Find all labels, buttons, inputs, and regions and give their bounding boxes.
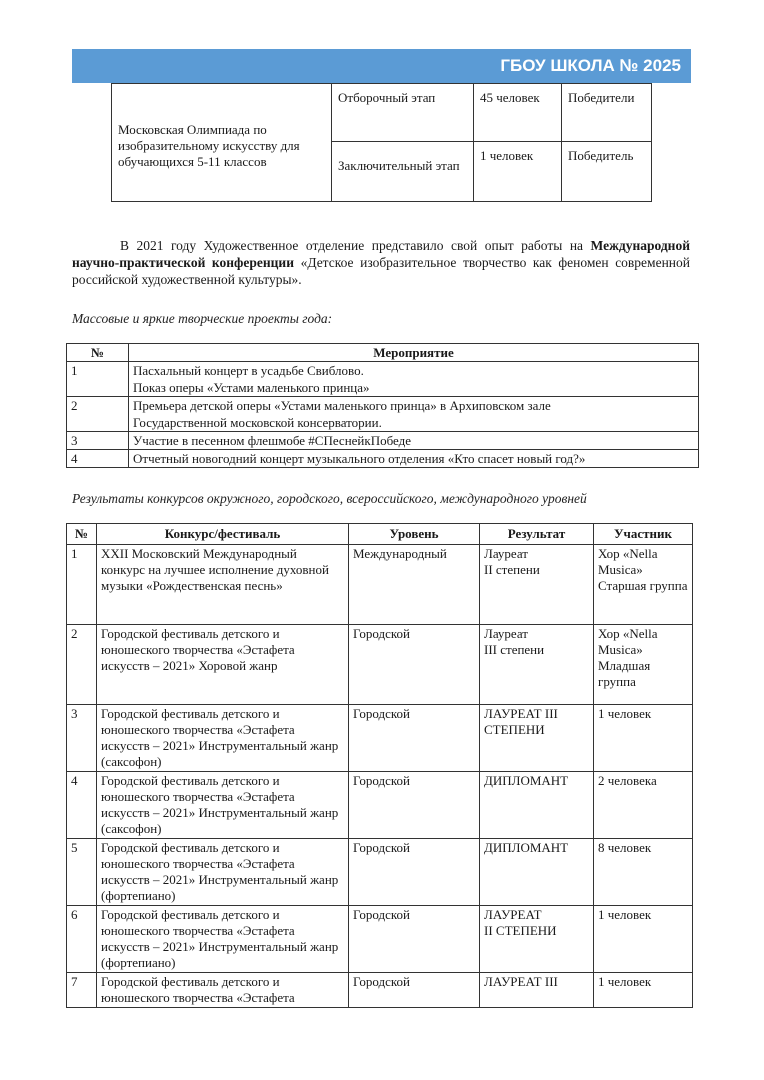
- result-line: Лауреат: [484, 626, 528, 641]
- row-num: 2: [67, 397, 129, 432]
- result-line: Лауреат: [484, 546, 528, 561]
- participant-cell: Хор «Nella Musica» Старшая группа: [594, 545, 693, 625]
- stage-cell: Отборочный этап: [332, 84, 474, 142]
- olympiad-name: Московская Олимпиада по изобразительному искусству для обучающихся 5-11 классов: [112, 84, 332, 202]
- contest-cell: Городской фестиваль детского и юношеского творчества «Эстафета искусств – 2021» Инструментальный жанр (саксофон): [97, 705, 349, 772]
- event-line: Пасхальный концерт в усадьбе Свиблово.: [133, 363, 364, 378]
- participant-cell: Хор «Nella Musica» Младшая группа: [594, 625, 693, 705]
- school-header-bar: [72, 49, 691, 83]
- column-header-event: Мероприятие: [129, 344, 699, 362]
- table-row: [67, 450, 699, 468]
- contests-table: [66, 523, 693, 1008]
- result-line: III степени: [484, 642, 545, 657]
- table-row: [67, 839, 693, 906]
- level-cell: Городской: [349, 772, 480, 839]
- count-cell: 1 человек: [474, 142, 562, 202]
- stage-cell: Заключительный этап: [332, 142, 474, 202]
- column-header-participant: Участник: [594, 524, 693, 545]
- table-header-row: [67, 524, 693, 545]
- olympiad-table: [111, 83, 652, 202]
- level-cell: Международный: [349, 545, 480, 625]
- table-row: [67, 973, 693, 1008]
- row-num: 2: [67, 625, 97, 705]
- contest-cell: Городской фестиваль детского и юношеского творчества «Эстафета искусств – 2021» Инструментальный жанр (саксофон): [97, 772, 349, 839]
- column-header-contest: Конкурс/фестиваль: [97, 524, 349, 545]
- column-header-result: Результат: [480, 524, 594, 545]
- table-row: [67, 705, 693, 772]
- participant-cell: 2 человека: [594, 772, 693, 839]
- event-cell: Участие в песенном флешмобе #СПеснейкПобеде: [129, 432, 699, 450]
- event-cell: [129, 362, 699, 397]
- event-line: Государственной московской консерватории.: [133, 415, 382, 430]
- row-num: 4: [67, 450, 129, 468]
- row-num: 1: [67, 362, 129, 397]
- event-cell: [129, 397, 699, 432]
- participant-cell: 1 человек: [594, 906, 693, 973]
- projects-caption: Массовые и яркие творческие проекты года:: [72, 311, 333, 326]
- result-cell: Победители: [562, 84, 652, 142]
- result-cell: [480, 906, 594, 973]
- event-line: Премьера детской оперы «Устами маленького принца» в Архиповском зале: [133, 398, 551, 413]
- contest-cell: XXII Московский Международный конкурс на лучшее исполнение духовной музыки «Рождественская песнь»: [97, 545, 349, 625]
- level-cell: Городской: [349, 705, 480, 772]
- contest-cell: Городской фестиваль детского и юношеского творчества «Эстафета: [97, 973, 349, 1008]
- result-cell: Победитель: [562, 142, 652, 202]
- table-row: [67, 625, 693, 705]
- contest-cell: Городской фестиваль детского и юношеского творчества «Эстафета искусств – 2021» Хоровой жанр: [97, 625, 349, 705]
- participant-cell: 1 человек: [594, 973, 693, 1008]
- table-row: [67, 362, 699, 397]
- event-cell: Отчетный новогодний концерт музыкального отделения «Кто спасет новый год?»: [129, 450, 699, 468]
- column-header-level: Уровень: [349, 524, 480, 545]
- result-cell: [480, 545, 594, 625]
- result-cell: ДИПЛОМАНТ: [480, 772, 594, 839]
- row-num: 1: [67, 545, 97, 625]
- result-line: СТЕПЕНИ: [484, 722, 545, 737]
- table-header-row: [67, 344, 699, 362]
- column-header-num: №: [67, 344, 129, 362]
- level-cell: Городской: [349, 973, 480, 1008]
- table-row: [67, 397, 699, 432]
- table-row: [112, 84, 652, 142]
- result-cell: [480, 705, 594, 772]
- event-line: Показ оперы «Устами маленького принца»: [133, 380, 370, 395]
- row-num: 5: [67, 839, 97, 906]
- paragraph-text: В 2021 году Художественное отделение представило свой опыт работы на: [120, 238, 591, 253]
- result-line: II степени: [484, 562, 540, 577]
- level-cell: Городской: [349, 839, 480, 906]
- conference-paragraph: [72, 237, 690, 288]
- row-num: 7: [67, 973, 97, 1008]
- result-line: ЛАУРЕАТ: [484, 907, 542, 922]
- result-line: ЛАУРЕАТ III: [484, 706, 558, 721]
- level-cell: Городской: [349, 906, 480, 973]
- result-cell: ЛАУРЕАТ III: [480, 973, 594, 1008]
- contests-caption: Результаты конкурсов окружного, городского, всероссийского, международного уровней: [72, 491, 587, 506]
- paragraph-bold-text: Международной научно-практической конференции: [72, 238, 690, 270]
- contest-cell: Городской фестиваль детского и юношеского творчества «Эстафета искусств – 2021» Инструментальный жанр (фортепиано): [97, 839, 349, 906]
- table-row: [67, 545, 693, 625]
- row-num: 3: [67, 432, 129, 450]
- result-cell: [480, 625, 594, 705]
- row-num: 6: [67, 906, 97, 973]
- table-row: [67, 906, 693, 973]
- result-line: II СТЕПЕНИ: [484, 923, 557, 938]
- school-name: ГБОУ ШКОЛА № 2025: [500, 56, 681, 75]
- projects-table: [66, 343, 699, 468]
- table-row: [67, 432, 699, 450]
- level-cell: Городской: [349, 625, 480, 705]
- participant-cell: 8 человек: [594, 839, 693, 906]
- row-num: 3: [67, 705, 97, 772]
- result-cell: ДИПЛОМАНТ: [480, 839, 594, 906]
- contest-cell: Городской фестиваль детского и юношеского творчества «Эстафета искусств – 2021» Инструментальный жанр (фортепиано): [97, 906, 349, 973]
- column-header-num: №: [67, 524, 97, 545]
- count-cell: 45 человек: [474, 84, 562, 142]
- participant-cell: 1 человек: [594, 705, 693, 772]
- paragraph-text: «Детское изобразительное творчество как феномен современной российской художественной культуры».: [72, 255, 691, 287]
- table-row: [67, 772, 693, 839]
- row-num: 4: [67, 772, 97, 839]
